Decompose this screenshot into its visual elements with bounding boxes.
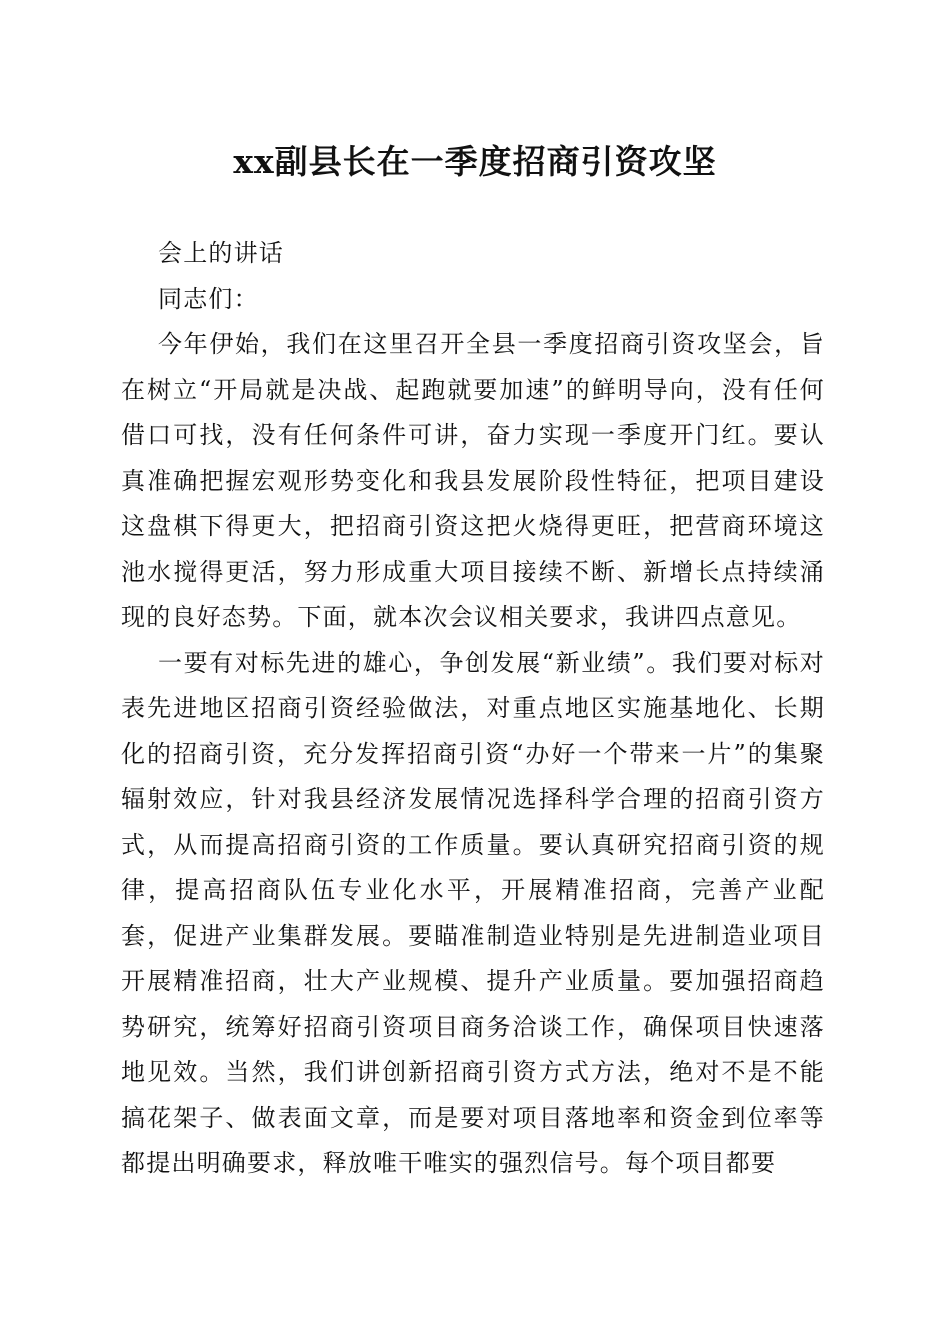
salutation: 同志们：: [158, 284, 259, 313]
subtitle-continuation: 会上的讲话: [158, 239, 284, 267]
document-body: [121, 231, 825, 1187]
body-paragraph-point-one: 一要有对标先进的雄心，争创发展“新业绩”。我们要对标对表先进地区招商引资经验做法，对重点地区实施基地化、长期化的招商引资，充分发挥招商引资“办好一个带来一片”的集聚辐射效应，针对我县经济发展情况选择科学合理的招商引资方式，从而提高招商引资的工作质量。要认真研究招商引资的规律，提高招商队伍专业化水平，开展精准招商，完善产业配套，促进产业集群发展。要瞄准制造业特别是先进制造业项目开展精准招商，壮大产业规模、提升产业质量。要加强招商趋势研究，统筹好招商引资项目商务洽谈工作，确保项目快速落地见效。当然，我们讲创新招商引资方式方法，绝对不是不能搞花架子、做表面文章，而是要对项目落地率和资金到位率等都提出明确要求，释放唯干唯实的强烈信号。每个项目都要: [121, 648, 825, 1177]
body-paragraph-intro: 今年伊始，我们在这里召开全县一季度招商引资攻坚会，旨在树立“开局就是决战、起跑就要加速”的鲜明导向，没有任何借口可找，没有任何条件可讲，奋力实现一季度开门红。要认真准确把握宏观形势变化和我县发展阶段性特征，把项目建设这盘棋下得更大，把招商引资这把火烧得更旺，把营商环境这池水搅得更活，努力形成重大项目接续不断、新增长点持续涌现的良好态势。下面，就本次会议相关要求，我讲四点意见。: [121, 330, 825, 631]
document-title: xx副县长在一季度招商引资攻坚: [233, 142, 717, 181]
